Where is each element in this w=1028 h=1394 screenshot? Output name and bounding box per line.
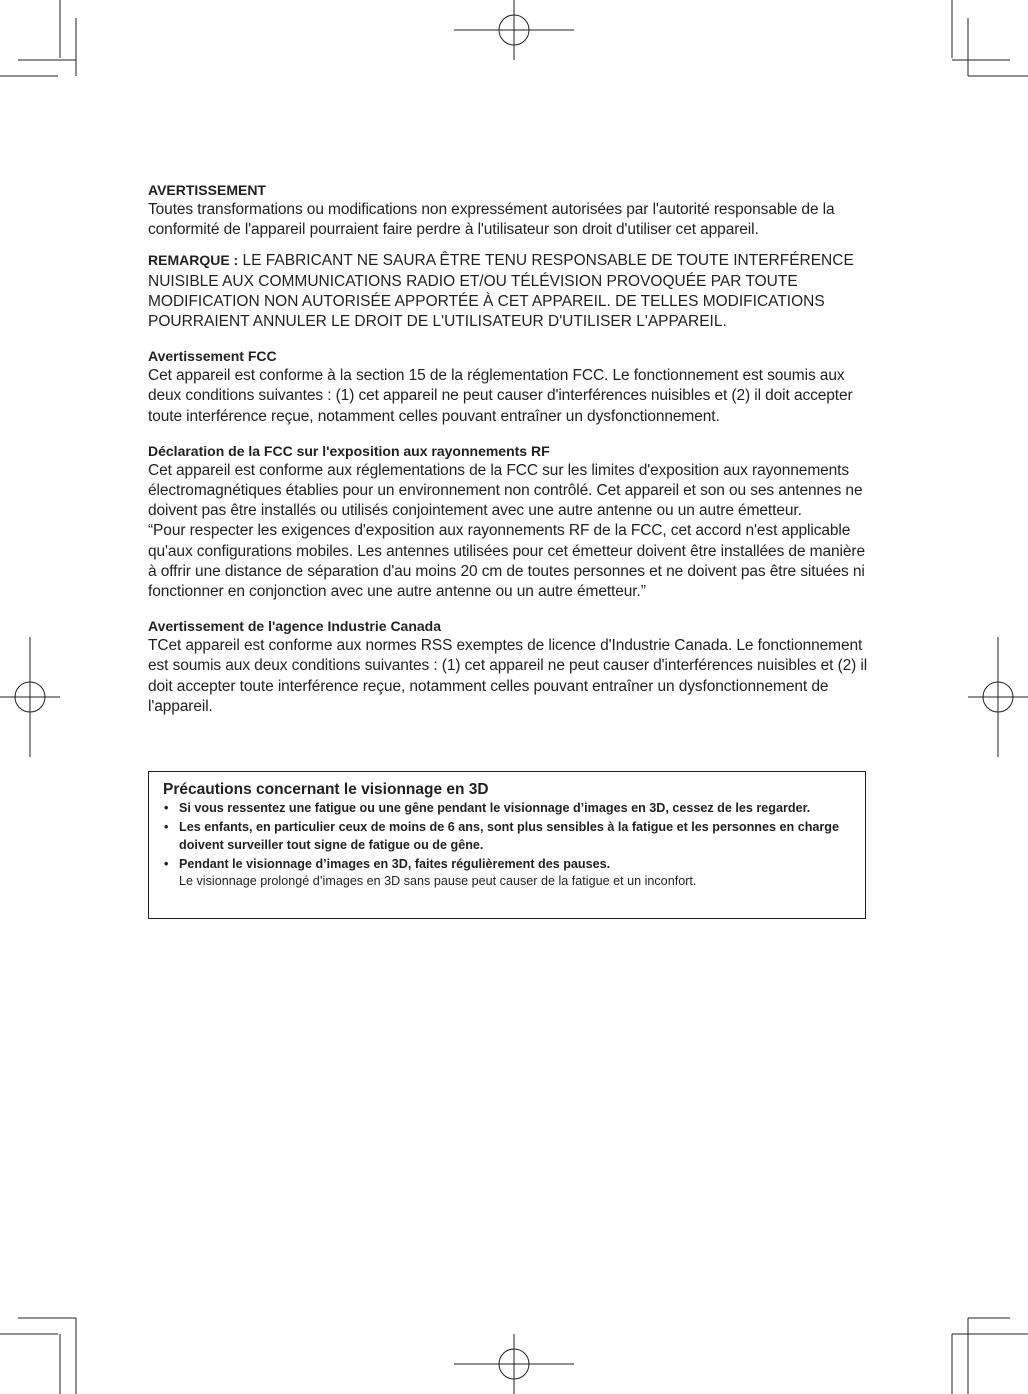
precautions-list xyxy=(163,800,853,892)
warning-text: Toutes transformations ou modifications non expressément autorisées par l'autorité responsable de la conformité de l'appareil pourraient faire perdre à l'utilisateur son droit d'utiliser cet appareil. xyxy=(148,201,835,239)
warning-title: AVERTISSEMENT xyxy=(148,182,266,198)
warning-section xyxy=(148,180,868,240)
ic-text: TCet appareil est conforme aux normes RSS exemptes de licence d'Industrie Canada. Le fonctionnement est soumis aux deux conditions suivantes : (1) cet appareil ne peut causer d'interférences nuisibles et (2) il doit accepter toute interférence reçue, notamment celles pouvant entraîner un dysfonctionnement de l'appareil. xyxy=(148,637,868,715)
precaution-note: Le visionnage prolongé d’images en 3D sans pause peut causer de la fatigue et un inconfort. xyxy=(179,874,697,888)
remark-section xyxy=(148,250,868,332)
rf-title: Déclaration de la FCC sur l'exposition aux rayonnements RF xyxy=(148,442,550,459)
precautions-title: Précautions concernant le visionnage en 3D xyxy=(163,781,489,798)
remark-label: REMARQUE : xyxy=(148,252,239,269)
precaution-text: Pendant le visionnage d’images en 3D, faites régulièrement des pauses. xyxy=(179,856,611,871)
precautions-box xyxy=(148,771,866,919)
ic-section xyxy=(148,616,868,717)
bullet-icon: • xyxy=(164,801,169,815)
main-content xyxy=(148,180,868,727)
rf-text-1: Cet appareil est conforme aux réglementations de la FCC sur les limites d'exposition aux rayonnements électromagnétiques établies pour un environnement non contrôlé. Cet appareil et son ou ses antennes ne doivent pas être installés ou utilisés conjointement avec une autre antenne ou un autre émetteur. xyxy=(148,461,863,520)
ic-title: Avertissement de l'agence Industrie Canada xyxy=(148,618,442,635)
bullet-icon: • xyxy=(164,856,169,871)
fcc-title: Avertissement FCC xyxy=(148,348,277,365)
precaution-text: Les enfants, en particulier ceux de moins de 6 ans, sont plus sensibles à la fatigue et les personnes en charge doivent surveiller tout signe de fatigue ou de gêne. xyxy=(179,820,839,852)
rf-section xyxy=(148,441,868,602)
fcc-text: Cet appareil est conforme à la section 15 de la réglementation FCC. Le fonctionnement est soumis aux deux conditions suivantes : (1) cet appareil ne peut causer d'interférences nuisibles et (2) il doit accepter toute interférence reçue, notamment celles pouvant entraîner un dysfonctionnement. xyxy=(148,367,853,425)
list-item xyxy=(163,819,853,854)
precaution-text: Si vous ressentez une fatigue ou une gêne pendant le visionnage d’images en 3D, cessez de les regarder. xyxy=(179,801,811,815)
fcc-section xyxy=(148,346,868,427)
list-item xyxy=(163,800,853,818)
bullet-icon: • xyxy=(164,820,169,834)
rf-text-2: “Pour respecter les exigences d'exposition aux rayonnements RF de la FCC, cet accord n'est applicable qu'aux configurations mobiles. Les antennes utilisées pour cet émetteur doivent être installées de manière à offrir une distance de séparation d'au moins 20 cm de toutes personnes et ne doivent pas être situées ni fonctionner en conjonction avec une autre antenne ou un autre émetteur.” xyxy=(148,522,865,601)
list-item xyxy=(163,856,853,891)
remark-text: LE FABRICANT NE SAURA ÊTRE TENU RESPONSABLE DE TOUTE INTERFÉRENCE NUISIBLE AUX COMMUNICATIONS RADIO ET/OU TÉLÉVISION PROVOQUÉE PAR TOUTE MODIFICATION NON AUTORISÉE APPORTÉE À CET APPAREIL. DE TELLES MODIFICATIONS POURRAIENT ANNULER LE DROIT DE L'UTILISATEUR D'UTILISER L'APPAREIL. xyxy=(148,252,854,331)
